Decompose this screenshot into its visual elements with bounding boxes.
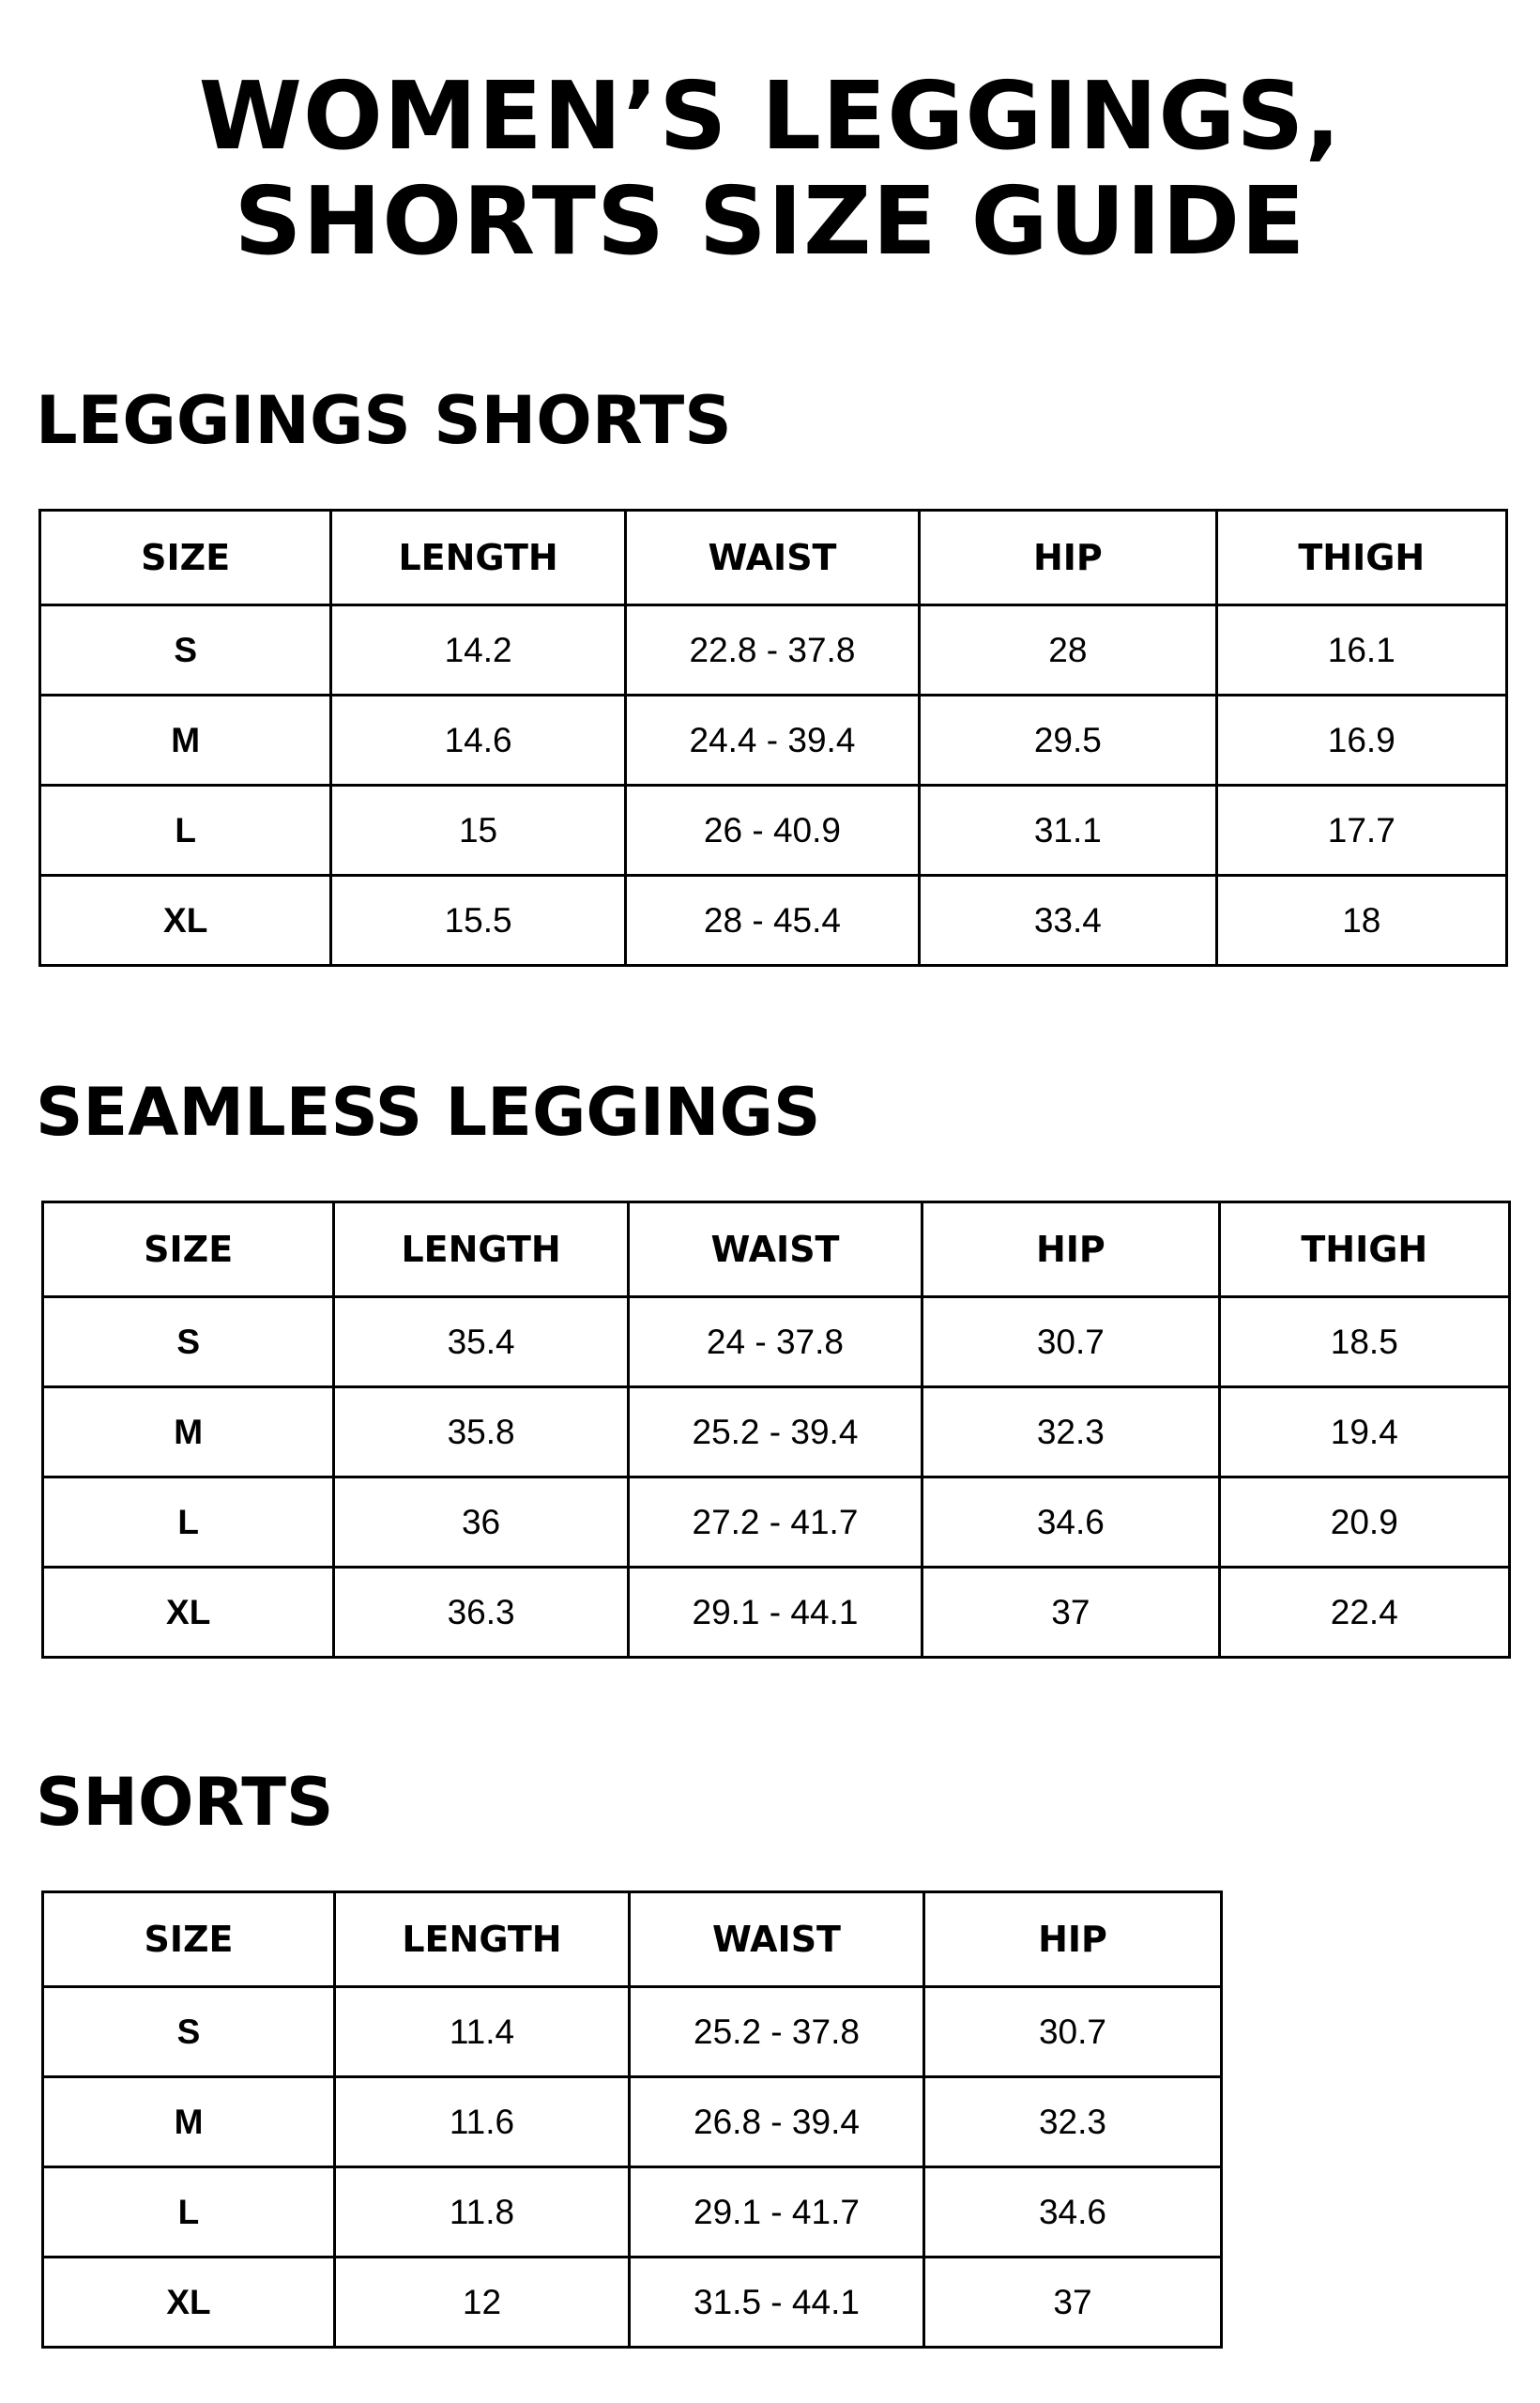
thigh-cell: 18.5 (1219, 1297, 1509, 1387)
section-title-seamless-leggings: SEAMLESS LEGGINGS (36, 1074, 821, 1151)
waist-cell: 24.4 - 39.4 (625, 696, 919, 786)
waist-cell: 31.5 - 44.1 (629, 2258, 923, 2348)
header-length: LENGTH (334, 1202, 628, 1297)
thigh-cell: 16.9 (1216, 696, 1506, 786)
size-cell: M (43, 1387, 334, 1477)
header-size: SIZE (43, 1202, 334, 1297)
size-cell: L (43, 1477, 334, 1568)
size-cell: L (40, 786, 331, 876)
table-row (43, 1297, 1510, 1387)
page-title-line-1: WOMEN’S LEGGINGS, (198, 61, 1342, 171)
hip-cell: 29.5 (920, 696, 1216, 786)
length-cell: 36.3 (334, 1568, 628, 1658)
thigh-cell: 20.9 (1219, 1477, 1509, 1568)
size-cell: L (43, 2167, 335, 2258)
table-row (43, 1387, 1510, 1477)
table-row (43, 1568, 1510, 1658)
length-cell: 14.2 (331, 605, 625, 696)
waist-cell: 24 - 37.8 (628, 1297, 922, 1387)
size-cell: XL (43, 1568, 334, 1658)
size-cell: S (43, 1297, 334, 1387)
header-thigh: THIGH (1216, 511, 1506, 605)
header-hip: HIP (923, 1892, 1221, 1987)
waist-cell: 26 - 40.9 (625, 786, 919, 876)
table-row (40, 696, 1507, 786)
size-cell: M (43, 2077, 335, 2167)
size-cell: S (40, 605, 331, 696)
length-cell: 11.6 (334, 2077, 629, 2167)
thigh-cell: 18 (1216, 876, 1506, 966)
length-cell: 36 (334, 1477, 628, 1568)
shorts-size-table (41, 1890, 1223, 2349)
header-waist: WAIST (628, 1202, 922, 1297)
table-row (43, 1477, 1510, 1568)
header-size: SIZE (40, 511, 331, 605)
hip-cell: 32.3 (922, 1387, 1219, 1477)
table-header-row (40, 511, 1507, 605)
page-title (0, 61, 1540, 276)
size-cell: XL (40, 876, 331, 966)
thigh-cell: 16.1 (1216, 605, 1506, 696)
header-waist: WAIST (625, 511, 919, 605)
hip-cell: 37 (922, 1568, 1219, 1658)
hip-cell: 34.6 (922, 1477, 1219, 1568)
waist-cell: 27.2 - 41.7 (628, 1477, 922, 1568)
header-hip: HIP (922, 1202, 1219, 1297)
hip-cell: 28 (920, 605, 1216, 696)
section-title-shorts: SHORTS (36, 1764, 334, 1841)
hip-cell: 37 (923, 2258, 1221, 2348)
thigh-cell: 22.4 (1219, 1568, 1509, 1658)
length-cell: 15 (331, 786, 625, 876)
header-hip: HIP (920, 511, 1216, 605)
hip-cell: 31.1 (920, 786, 1216, 876)
length-cell: 15.5 (331, 876, 625, 966)
waist-cell: 22.8 - 37.8 (625, 605, 919, 696)
length-cell: 35.8 (334, 1387, 628, 1477)
table-row (40, 876, 1507, 966)
size-cell: S (43, 1987, 335, 2077)
waist-cell: 29.1 - 44.1 (628, 1568, 922, 1658)
hip-cell: 30.7 (923, 1987, 1221, 2077)
length-cell: 11.8 (334, 2167, 629, 2258)
waist-cell: 25.2 - 37.8 (629, 1987, 923, 2077)
waist-cell: 28 - 45.4 (625, 876, 919, 966)
table-row (43, 2167, 1222, 2258)
waist-cell: 29.1 - 41.7 (629, 2167, 923, 2258)
length-cell: 12 (334, 2258, 629, 2348)
hip-cell: 34.6 (923, 2167, 1221, 2258)
page-title-line-2: SHORTS SIZE GUIDE (234, 166, 1306, 276)
size-cell: XL (43, 2258, 335, 2348)
leggings-shorts-size-table (38, 509, 1508, 967)
table-row (43, 2077, 1222, 2167)
section-title-leggings-shorts: LEGGINGS SHORTS (36, 382, 732, 459)
header-waist: WAIST (629, 1892, 923, 1987)
length-cell: 35.4 (334, 1297, 628, 1387)
hip-cell: 33.4 (920, 876, 1216, 966)
waist-cell: 25.2 - 39.4 (628, 1387, 922, 1477)
waist-cell: 26.8 - 39.4 (629, 2077, 923, 2167)
hip-cell: 32.3 (923, 2077, 1221, 2167)
table-header-row (43, 1892, 1222, 1987)
table-row (40, 786, 1507, 876)
length-cell: 14.6 (331, 696, 625, 786)
header-length: LENGTH (334, 1892, 629, 1987)
seamless-leggings-size-table (41, 1201, 1511, 1659)
table-row (43, 2258, 1222, 2348)
size-cell: M (40, 696, 331, 786)
header-thigh: THIGH (1219, 1202, 1509, 1297)
table-row (43, 1987, 1222, 2077)
thigh-cell: 17.7 (1216, 786, 1506, 876)
hip-cell: 30.7 (922, 1297, 1219, 1387)
header-size: SIZE (43, 1892, 335, 1987)
length-cell: 11.4 (334, 1987, 629, 2077)
header-length: LENGTH (331, 511, 625, 605)
table-header-row (43, 1202, 1510, 1297)
thigh-cell: 19.4 (1219, 1387, 1509, 1477)
table-row (40, 605, 1507, 696)
